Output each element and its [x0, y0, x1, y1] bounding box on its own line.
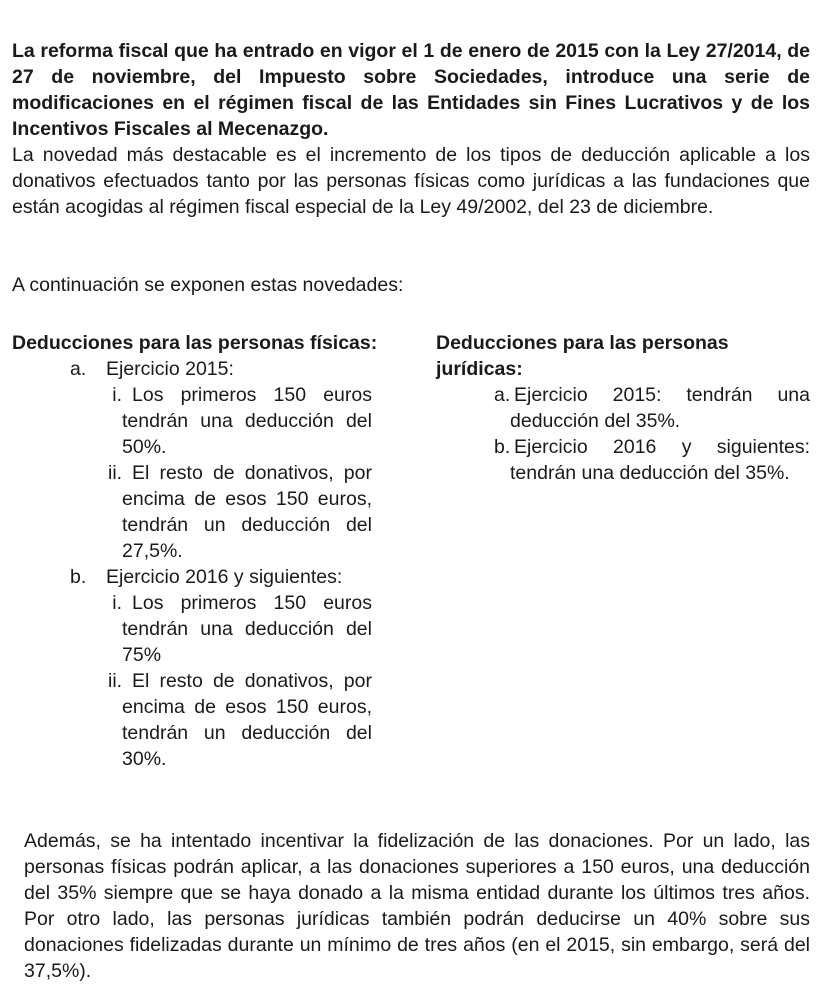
juridicas-item-b-marker: b. [494, 436, 511, 458]
fisicas-item-a-ii-marker: ii. [108, 462, 123, 484]
fisicas-item-b-ii [108, 668, 382, 772]
fisicas-item-b-marker: b. [70, 566, 87, 588]
fisicas-item-a-ii [108, 460, 382, 564]
fisicas-item-b-i-text: Los primeros 150 euros tendrán una deducción del 75% [122, 592, 372, 666]
fisicas-item-b [12, 564, 382, 772]
personas-juridicas-heading: Deducciones para las personas jurídicas: [436, 332, 729, 380]
fisicas-item-a-i-marker: i. [112, 384, 122, 406]
lead-sentence: A continuación se exponen estas novedades: [12, 274, 404, 296]
personas-fisicas-column [12, 330, 382, 772]
fisicas-item-b-i [108, 590, 382, 668]
closing-paragraph: Además, se ha intentado incentivar la fidelización de las donaciones. Por un lado, las personas físicas podrán aplicar, a las donaciones superiores a 150 euros, una deducción del 35% siempre que se haya donado a la misma entidad durante los últimos tres años. Por otro lado, las personas jurídicas también podrán deducirse un 40% sobre sus donaciones fidelizadas durante un mínimo de tres años (en el 2015, sin embargo, será del 37,5%). [24, 830, 810, 982]
intro-paragraph [12, 38, 810, 220]
juridicas-item-a-text: Ejercicio 2015: tendrán una deducción del 35%. [510, 384, 810, 432]
fisicas-item-a-i [108, 382, 382, 460]
fisicas-item-a-i-text: Los primeros 150 euros tendrán una deducción del 50%. [122, 384, 372, 458]
fisicas-item-a [12, 356, 382, 564]
fisicas-item-b-ii-marker: ii. [108, 670, 123, 692]
juridicas-item-a [436, 382, 810, 434]
fisicas-item-a-label: Ejercicio 2015: [106, 358, 234, 380]
intro-normal-text: La novedad más destacable es el incremento de los tipos de deducción aplicable a los donativos efectuados tanto por las personas físicas como jurídicas a las fundaciones que están acogidas al régimen fiscal especial de la Ley 49/2002, del 23 de diciembre. [12, 144, 810, 218]
fisicas-item-b-ii-text: El resto de donativos, por encima de esos 150 euros, tendrán un deducción del 30%. [122, 670, 372, 770]
juridicas-item-b [436, 434, 810, 486]
juridicas-item-a-marker: a. [494, 384, 511, 406]
intro-bold-text: La reforma fiscal que ha entrado en vigor el 1 de enero de 2015 con la Ley 27/2014, de 27 de noviembre, del Impuesto sobre Sociedades, introduce una serie de modificaciones en el régimen fiscal de las Entidades sin Fines Lucrativos y de los Incentivos Fiscales al Mecenazgo. [12, 40, 810, 140]
personas-fisicas-heading: Deducciones para las personas físicas: [12, 332, 378, 354]
personas-juridicas-column [436, 330, 810, 486]
fisicas-item-a-ii-text: El resto de donativos, por encima de esos 150 euros, tendrán un deducción del 27,5%. [122, 462, 372, 562]
juridicas-item-b-text: Ejercicio 2016 y siguientes: tendrán una deducción del 35%. [510, 436, 810, 484]
fisicas-item-a-marker: a. [70, 358, 87, 380]
fisicas-item-b-i-marker: i. [112, 592, 122, 614]
fisicas-item-b-label: Ejercicio 2016 y siguientes: [106, 566, 343, 588]
